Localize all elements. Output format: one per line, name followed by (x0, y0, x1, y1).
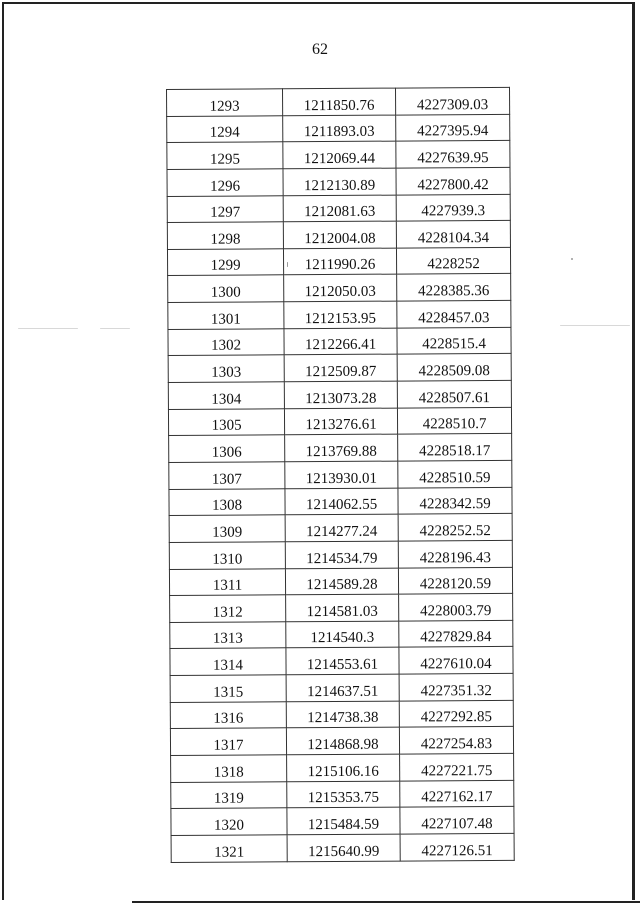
y-coordinate-cell: 4228003.79 (399, 594, 513, 621)
y-coordinate-cell: 4227800.42 (396, 167, 510, 194)
point-number-cell: 1305 (168, 408, 284, 435)
point-number-cell: 1298 (167, 222, 283, 249)
y-coordinate-cell: 4228507.61 (397, 380, 511, 407)
point-number-cell: 1300 (168, 275, 284, 302)
x-coordinate-cell: 1212509.87 (284, 354, 397, 381)
point-number-cell: 1310 (169, 542, 285, 569)
y-coordinate-cell: 4228120.59 (398, 567, 512, 594)
y-coordinate-cell: 4228515.4 (397, 327, 511, 354)
table-row (169, 460, 512, 489)
y-coordinate-cell: 4228518.17 (398, 434, 512, 461)
point-number-cell: 1308 (169, 488, 285, 515)
x-coordinate-cell: 1213073.28 (284, 381, 397, 408)
y-coordinate-cell: 4228252.52 (398, 514, 512, 541)
table-row (167, 167, 510, 196)
scan-speck (560, 325, 630, 326)
scan-speck (571, 258, 573, 260)
x-coordinate-cell: 1211893.03 (283, 115, 396, 142)
table-row (167, 87, 510, 116)
table-row (168, 301, 511, 330)
x-coordinate-cell: 1213769.88 (285, 434, 398, 461)
table-row (170, 700, 513, 729)
y-coordinate-cell: 4227639.95 (396, 141, 510, 168)
y-coordinate-cell: 4228342.59 (398, 487, 512, 514)
y-coordinate-cell: 4228457.03 (397, 301, 511, 328)
y-coordinate-cell: 4227162.17 (400, 780, 514, 807)
x-coordinate-cell: 1211850.76 (283, 88, 396, 115)
y-coordinate-cell: 4227309.03 (395, 87, 509, 114)
y-coordinate-cell: 4227829.84 (399, 620, 513, 647)
point-number-cell: 1301 (168, 302, 284, 329)
y-coordinate-cell: 4228385.36 (397, 274, 511, 301)
x-coordinate-cell: 1213276.61 (284, 408, 397, 435)
table-row (171, 753, 514, 782)
x-coordinate-cell: 1212081.63 (283, 195, 396, 222)
point-number-cell: 1317 (170, 728, 286, 755)
point-number-cell: 1306 (169, 435, 285, 462)
y-coordinate-cell: 4227610.04 (399, 647, 513, 674)
x-coordinate-cell: 1214553.61 (286, 648, 399, 675)
y-coordinate-cell: 4228510.59 (398, 460, 512, 487)
table-row (169, 540, 512, 569)
table-row (167, 221, 510, 250)
x-coordinate-cell: 1214738.38 (286, 701, 399, 728)
table-row (167, 247, 510, 276)
point-number-cell: 1319 (171, 781, 287, 808)
y-coordinate-cell: 4228104.34 (396, 221, 510, 248)
table-row (167, 141, 510, 170)
x-coordinate-cell: 1214540.3 (286, 621, 399, 648)
table-row (169, 514, 512, 543)
x-coordinate-cell: 1214277.24 (285, 514, 398, 541)
y-coordinate-cell: 4227107.48 (400, 807, 514, 834)
table-row (168, 274, 511, 303)
table-row (169, 487, 512, 516)
x-coordinate-cell: 1214637.51 (286, 674, 399, 701)
x-coordinate-cell: 1214534.79 (285, 541, 398, 568)
x-coordinate-cell: 1214868.98 (286, 727, 399, 754)
x-coordinate-cell: 1215640.99 (287, 834, 400, 861)
table-row (170, 727, 513, 756)
x-coordinate-cell: 1212130.89 (283, 168, 396, 195)
table-row (168, 327, 511, 356)
x-coordinate-cell: 1212004.08 (283, 221, 396, 248)
point-number-cell: 1303 (168, 355, 284, 382)
x-coordinate-cell: 1212266.41 (284, 328, 397, 355)
point-number-cell: 1293 (167, 89, 283, 116)
point-number-cell: 1320 (171, 808, 287, 835)
point-number-cell: 1318 (171, 755, 287, 782)
point-number-cell: 1299 (167, 249, 283, 276)
x-coordinate-cell: 1214062.55 (285, 488, 398, 515)
table-row (171, 807, 514, 836)
point-number-cell: 1312 (170, 595, 286, 622)
y-coordinate-cell: 4228509.08 (397, 354, 511, 381)
point-number-cell: 1315 (170, 675, 286, 702)
table-row (167, 194, 510, 223)
x-coordinate-cell: 1215484.59 (287, 807, 400, 834)
x-coordinate-cell: 1214589.28 (285, 568, 398, 595)
table-row (169, 434, 512, 463)
point-number-cell: 1321 (171, 835, 287, 862)
x-coordinate-cell: 1214581.03 (286, 594, 399, 621)
coordinates-table (166, 87, 515, 863)
y-coordinate-cell: 4227292.85 (399, 700, 513, 727)
table-row (170, 594, 513, 623)
table-row (169, 567, 512, 596)
coordinates-table-body (167, 87, 515, 862)
x-coordinate-cell: 1212069.44 (283, 141, 396, 168)
y-coordinate-cell: 4227221.75 (400, 753, 514, 780)
table-row (170, 620, 513, 649)
x-coordinate-cell: 1211990.26 (283, 248, 396, 275)
x-coordinate-cell: 1215106.16 (287, 754, 400, 781)
point-number-cell: 1313 (170, 622, 286, 649)
y-coordinate-cell: 4227351.32 (399, 673, 513, 700)
x-coordinate-cell: 1213930.01 (285, 461, 398, 488)
bottom-rule (132, 901, 640, 903)
point-number-cell: 1302 (168, 329, 284, 356)
y-coordinate-cell: 4227126.51 (400, 833, 514, 860)
point-number-cell: 1296 (167, 169, 283, 196)
y-coordinate-cell: 4227939.3 (396, 194, 510, 221)
point-number-cell: 1297 (167, 195, 283, 222)
point-number-cell: 1309 (169, 515, 285, 542)
point-number-cell: 1307 (169, 462, 285, 489)
x-coordinate-cell: 1212153.95 (284, 301, 397, 328)
point-number-cell: 1294 (167, 115, 283, 142)
table-row (168, 380, 511, 409)
table-row (168, 354, 511, 383)
point-number-cell: 1311 (169, 568, 285, 595)
table-row (170, 673, 513, 702)
point-number-cell: 1316 (170, 702, 286, 729)
y-coordinate-cell: 4228196.43 (398, 540, 512, 567)
point-number-cell: 1295 (167, 142, 283, 169)
x-coordinate-cell: 1215353.75 (287, 781, 400, 808)
x-coordinate-cell: 1212050.03 (284, 275, 397, 302)
table-row (167, 114, 510, 143)
y-coordinate-cell: 4228252 (396, 247, 510, 274)
scan-speck (100, 328, 130, 329)
point-number-cell: 1304 (168, 382, 284, 409)
y-coordinate-cell: 4227395.94 (396, 114, 510, 141)
y-coordinate-cell: 4227254.83 (399, 727, 513, 754)
table-row (171, 780, 514, 809)
table-row (170, 647, 513, 676)
page-number: 62 (312, 41, 328, 58)
table-row (171, 833, 514, 862)
table-row (168, 407, 511, 436)
point-number-cell: 1314 (170, 648, 286, 675)
y-coordinate-cell: 4228510.7 (397, 407, 511, 434)
scan-speck (18, 328, 78, 329)
scan-speck (287, 262, 288, 267)
